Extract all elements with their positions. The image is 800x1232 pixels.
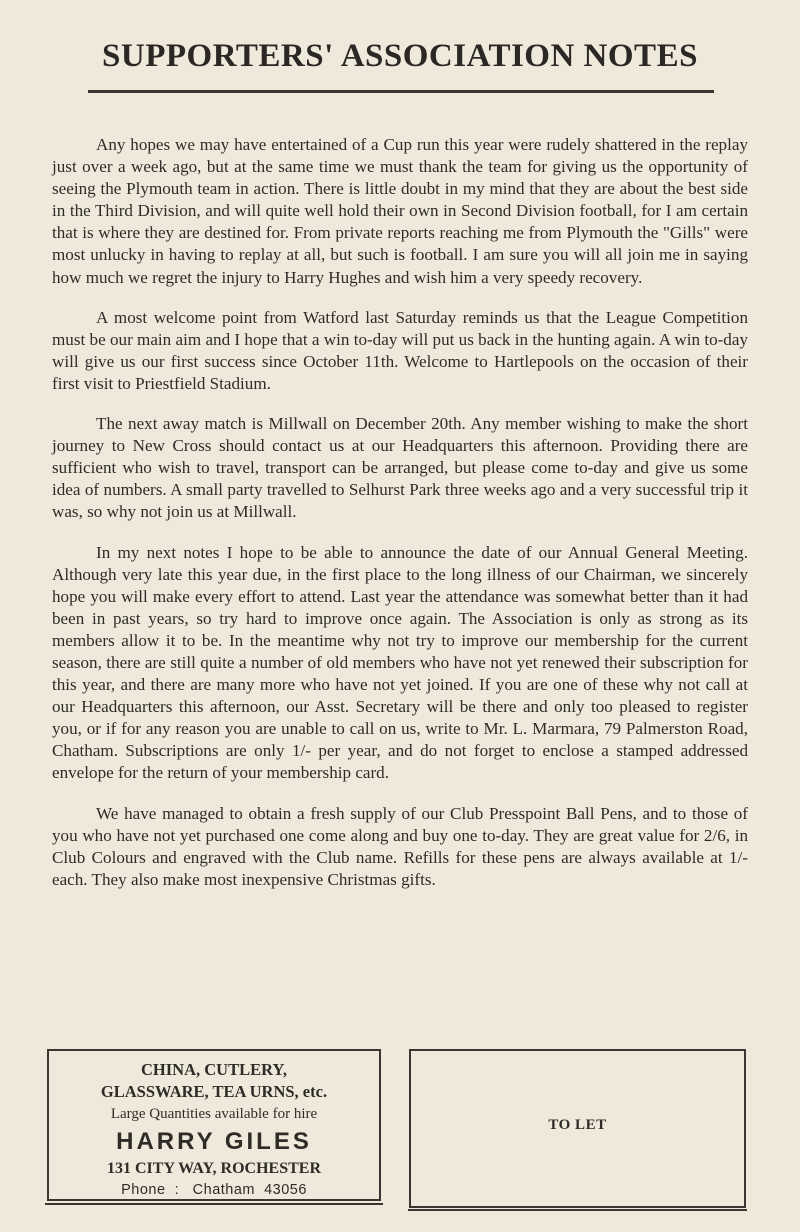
page-title: SUPPORTERS' ASSOCIATION NOTES (102, 38, 698, 74)
title-underline (88, 90, 714, 93)
article-paragraph: A most welcome point from Watford last Saturday reminds us that the League Competition must be our main aim and I hope that a win to-day will put us back in the hunting again. A win to-day will give us our first success since October 11th. Welcome to Hartlepools on the occasion of their first visit to Priestfield Stadium. (52, 307, 748, 393)
advert-address: 131 CITY WAY, ROCHESTER (107, 1160, 321, 1177)
advert-line-china-cutlery: CHINA, CUTLERY, (141, 1060, 287, 1079)
advert-business-name: HARRY GILES (116, 1128, 312, 1155)
advert-line-glassware: GLASSWARE, TEA URNS, etc. (100, 1082, 328, 1101)
article-paragraph: The next away match is Millwall on December 20th. Any member wishing to make the short journey to New Cross should contact us at our Headquarters this afternoon. Providing there are sufficient who wish to travel, transport can be arranged, but please come to-day and give us some idea of numbers. A small party travelled to Selhurst Park three weeks ago and a very successful trip it was, so why not join us at Millwall. (52, 414, 748, 522)
to-let-label: TO LET (548, 1117, 607, 1133)
to-let-advert-box (409, 1049, 746, 1208)
article-paragraph: Any hopes we may have entertained of a Cup run this year were rudely shattered in the replay just over a week ago, but at the same time we must thank the team for giving us the opportunity of seeing the Plymouth team in action. There is little doubt in my mind that they are about the best side in the Third Division, and will quite well hold their own in Second Division football, for I am certain that is where they are destined for. From private reports reaching me from Plymouth the "Gills" were most unlucky in having to replay at all, but such is football. I am sure you will all join me in saying how much we regret the injury to Harry Hughes and wish him a very speedy recovery. (52, 135, 748, 287)
harry-giles-advert (47, 1049, 381, 1201)
advert-phone: Phone : Chatham 43056 (121, 1182, 307, 1198)
advert-line-hire: Large Quantities available for hire (110, 1106, 318, 1122)
article-body (52, 134, 748, 891)
article-paragraph: In my next notes I hope to be able to announce the date of our Annual General Meeting. Although very late this year due, in the first place to the long illness of our Chairman, we sincerely hope you will make every effort to attend. Last year the attendance was somewhat better than it had been in past years, so try hard to improve once again. The Association is only as strong as its members allow it to be. In the meantime why not try to improve our membership for the current season, there are still quite a number of old members who have not yet renewed their subscription for this year, and there are many more who have not yet joined. If you are one of these why not call at our Headquarters this afternoon, our Asst. Secretary will be there and only too pleased to register you, or if for any reason you are unable to call on us, write to Mr. L. Marmara, 79 Palmerston Road, Chatham. Subscriptions are only 1/- per year, and do not forget to enclose a stamped addressed envelope for the return of your membership card. (52, 542, 748, 783)
article-paragraph: We have managed to obtain a fresh supply of our Club Presspoint Ball Pens, and to those of you who have not yet purchased one come along and buy one to-day. They are great value for 2/6, in Club Colours and engraved with the Club name. Refills for these pens are always available at 1/- each. They also make most inexpensive Christmas gifts. (52, 803, 748, 889)
